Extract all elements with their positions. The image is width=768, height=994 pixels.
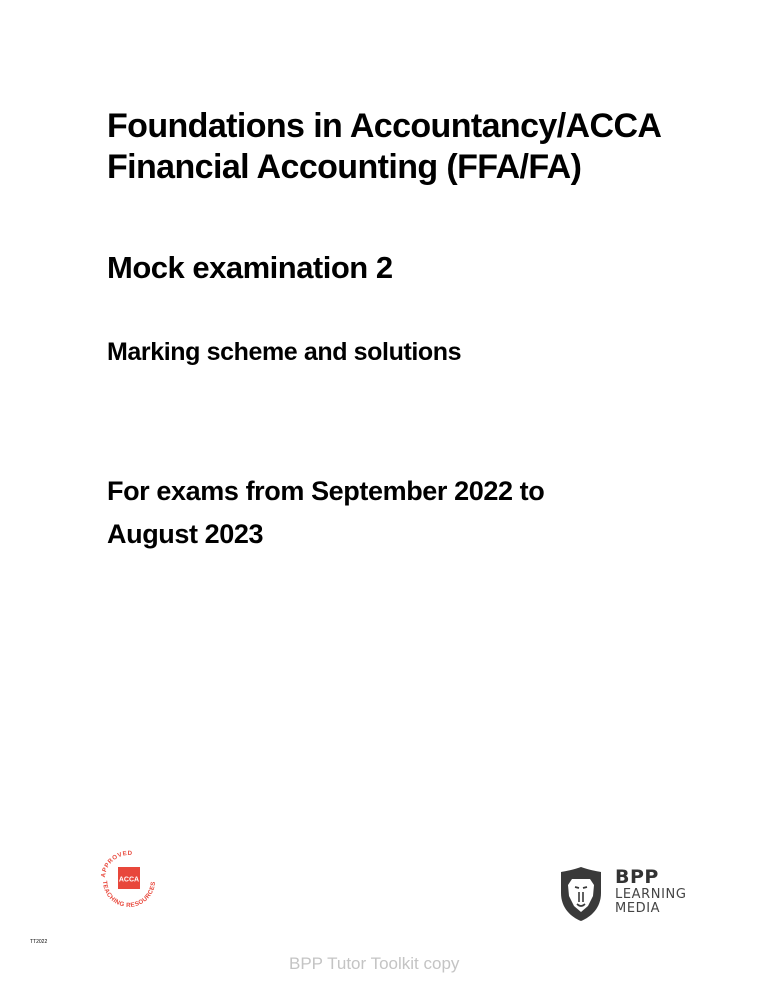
exam-validity bbox=[107, 470, 544, 556]
section-heading: Marking scheme and solutions bbox=[107, 338, 462, 366]
validity-line-2: August 2023 bbox=[107, 519, 264, 549]
lion-shield-icon bbox=[560, 866, 602, 922]
svg-text:TEACHING RESOURCES: TEACHING RESOURCES bbox=[100, 880, 158, 910]
document-title bbox=[107, 106, 661, 188]
watermark: BPP Tutor Toolkit copy bbox=[289, 954, 460, 973]
document-code: TT2022 bbox=[30, 939, 48, 945]
title-line-1: Foundations in Accountancy/ACCA bbox=[107, 107, 662, 145]
bpp-learning-text: LEARNING bbox=[615, 887, 687, 902]
bpp-wordmark bbox=[615, 867, 687, 916]
bpp-learning-media-logo bbox=[558, 866, 698, 926]
title-line-2: Financial Accounting (FFA/FA) bbox=[107, 148, 582, 186]
validity-line-1: For exams from September 2022 to bbox=[107, 476, 545, 506]
svg-text:APPROVED: APPROVED bbox=[99, 849, 133, 878]
acca-badge-icon bbox=[95, 848, 165, 910]
bpp-media-text: MEDIA bbox=[615, 901, 661, 916]
acca-approved-badge bbox=[95, 848, 165, 910]
bpp-brand: BPP bbox=[615, 866, 659, 888]
exam-subtitle: Mock examination 2 bbox=[107, 250, 393, 285]
svg-text:ACCA: ACCA bbox=[118, 876, 140, 884]
